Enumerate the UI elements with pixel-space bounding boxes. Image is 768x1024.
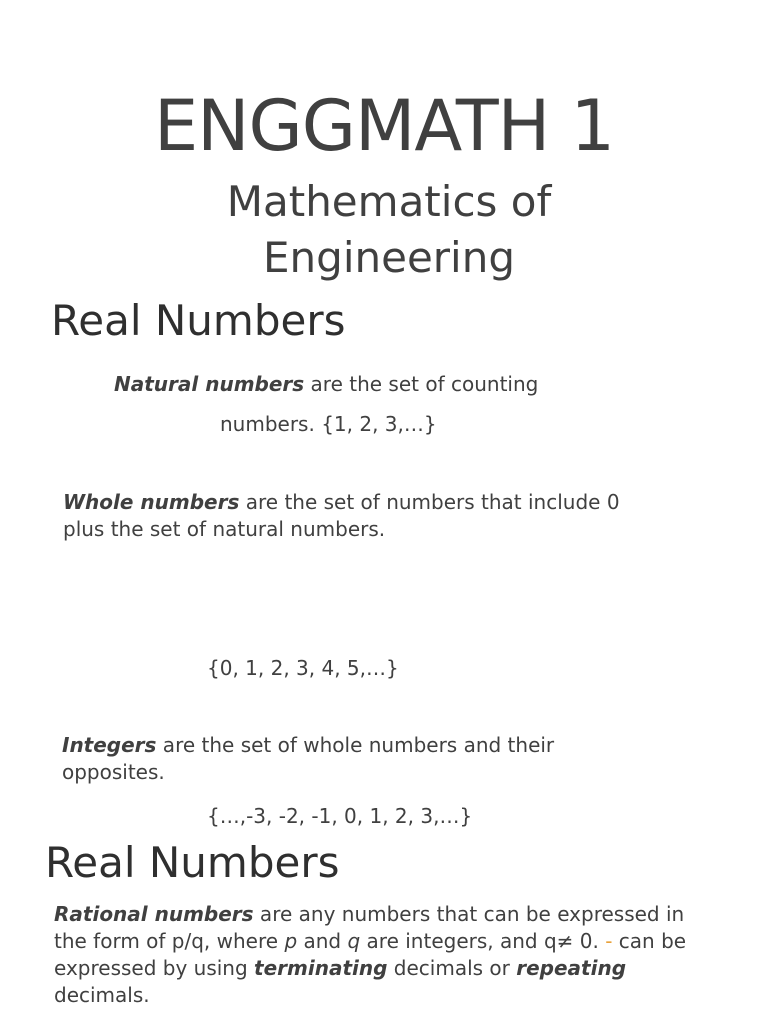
accent-dash: -: [605, 929, 613, 953]
variable-p: p: [284, 929, 298, 953]
rational-text-4: can be expressed by using: [54, 929, 687, 980]
integers-term: Integers: [62, 733, 157, 757]
document-title: ENGGMATH 1: [153, 85, 615, 167]
natural-numbers-term: Natural numbers: [114, 372, 305, 396]
whole-numbers-definition: [63, 489, 663, 543]
repeating-term: repeating: [516, 956, 627, 980]
rational-text-2: and: [297, 929, 348, 953]
document-subtitle: [0, 174, 768, 286]
subtitle-line-2: Engineering: [263, 233, 515, 282]
variable-q: q: [347, 929, 361, 953]
rational-numbers-term: Rational numbers: [54, 902, 254, 926]
integers-definition: [62, 732, 622, 786]
natural-numbers-text: are the set of counting: [304, 372, 539, 396]
rational-numbers-definition: [54, 901, 704, 1009]
natural-numbers-set: numbers. {1, 2, 3,…}: [220, 412, 437, 436]
subtitle-line-1: Mathematics of: [226, 177, 552, 226]
integers-text: are the set of whole numbers and their opposites.: [62, 733, 555, 784]
rational-text-5: decimals or: [387, 956, 517, 980]
whole-numbers-set: {0, 1, 2, 3, 4, 5,…}: [207, 656, 399, 680]
integers-set: {…,-3, -2, -1, 0, 1, 2, 3,…}: [207, 804, 473, 828]
whole-numbers-text: are the set of numbers that include 0 plus the set of natural numbers.: [63, 490, 620, 541]
rational-text-1: are any numbers that can be expressed in the form of p/q, where: [54, 902, 685, 953]
terminating-term: terminating: [254, 956, 388, 980]
section-heading-real-numbers-2: Real Numbers: [45, 838, 340, 887]
rational-text-3: are integers, and q≠ 0.: [360, 929, 606, 953]
rational-text-6: decimals.: [54, 983, 150, 1007]
section-heading-real-numbers: Real Numbers: [51, 296, 346, 345]
natural-numbers-definition: [114, 371, 538, 398]
whole-numbers-term: Whole numbers: [63, 490, 240, 514]
